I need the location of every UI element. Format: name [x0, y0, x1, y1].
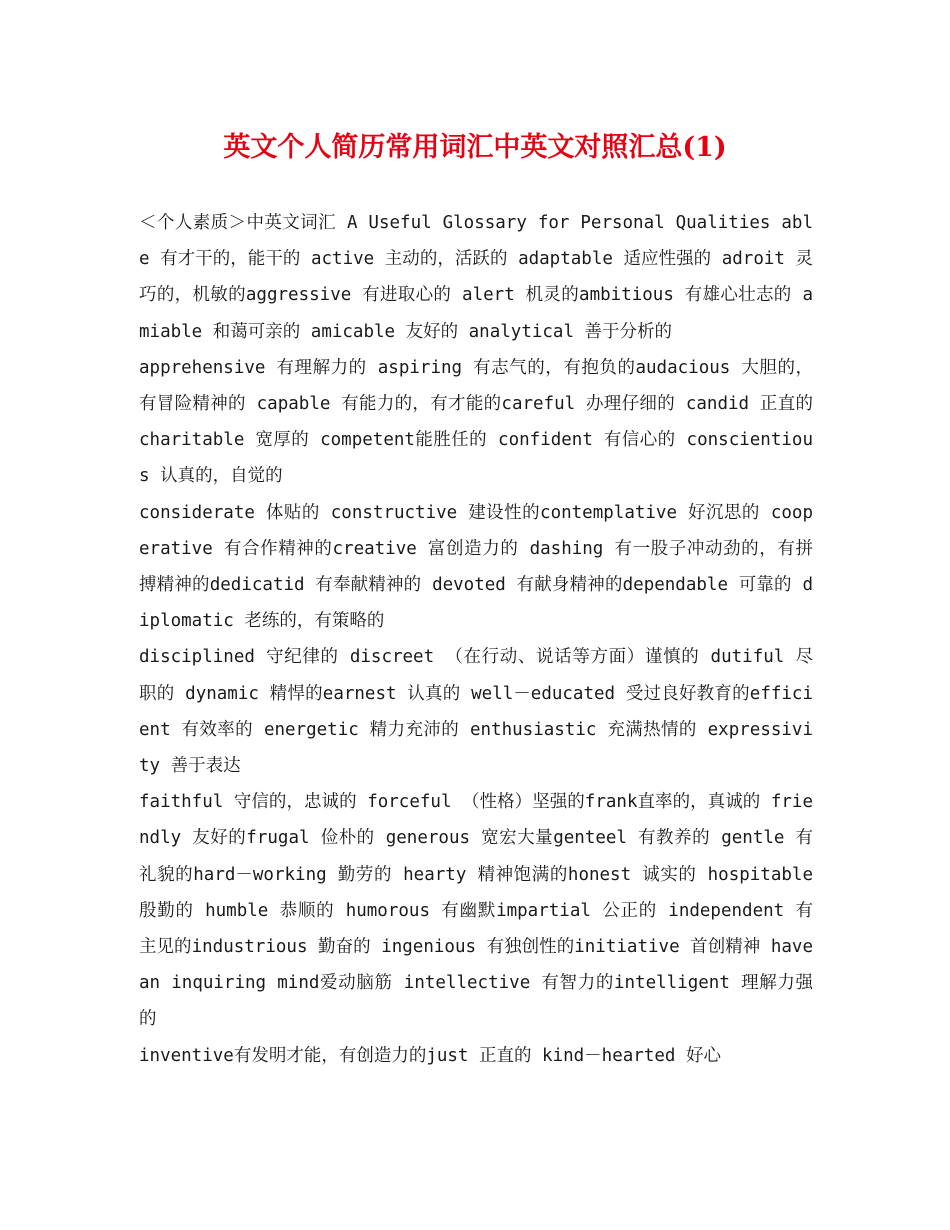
- paragraph-disciplined: disciplined 守纪律的 discreet （在行动、说话等方面）谨慎的 dutiful 尽职的 dynamic 精悍的earnest 认真的 well－educated 受过良好教育的efficient 有效率的 energetic 精力充沛的 enthusiastic 充满热情的 expressivity 善于表达: [139, 647, 813, 777]
- paragraph-apprehensive: apprehensive 有理解力的 aspiring 有志气的，有抱负的audacious 大胆的，有冒险精神的 capable 有能力的，有才能的careful 办理仔细的 candid 正直的charitable 宽厚的 competent能胜任的 confident 有信心的 conscientious 认真的，自觉的: [139, 357, 813, 487]
- paragraph-personal-qualities-intro: ＜个人素质＞中英文词汇 A Useful Glossary for Personal Qualities able 有才干的，能干的 active 主动的，活跃的 adaptable 适应性强的 adroit 灵巧的，机敏的aggressive 有进取心的 alert 机灵的ambitious 有雄心壮志的 amiable 和蔼可亲的 amicable 友好的 analytical 善于分析的: [139, 213, 813, 342]
- paragraph-faithful: faithful 守信的，忠诚的 forceful （性格）坚强的frank直率的，真诚的 friendly 友好的frugal 俭朴的 generous 宽宏大量genteel 有教养的 gentle 有礼貌的hard－working 勤劳的 hearty 精神饱满的honest 诚实的 hospitable 殷勤的 humble 恭顺的 humorous 有幽默impartial 公正的 independent 有主见的industrious 勤奋的 ingenious 有独创性的initiative 首创精神 have an inquiring mind爱动脑筋 intellective 有智力的intelligent 理解力强的: [139, 792, 813, 1030]
- paragraph-inventive: inventive有发明才能，有创造力的just 正直的 kind－hearted 好心: [139, 1045, 721, 1066]
- document-title: 英文个人简历常用词汇中英文对照汇总(1): [223, 132, 727, 163]
- paragraph-considerate: considerate 体贴的 constructive 建设性的contemplative 好沉思的 cooperative 有合作精神的creative 富创造力的 dashing 有一股子冲动劲的，有拼搏精神的dedicatid 有奉献精神的 devoted 有献身精神的dependable 可靠的 diplomatic 老练的，有策略的: [139, 502, 813, 632]
- document-body: [139, 205, 813, 1074]
